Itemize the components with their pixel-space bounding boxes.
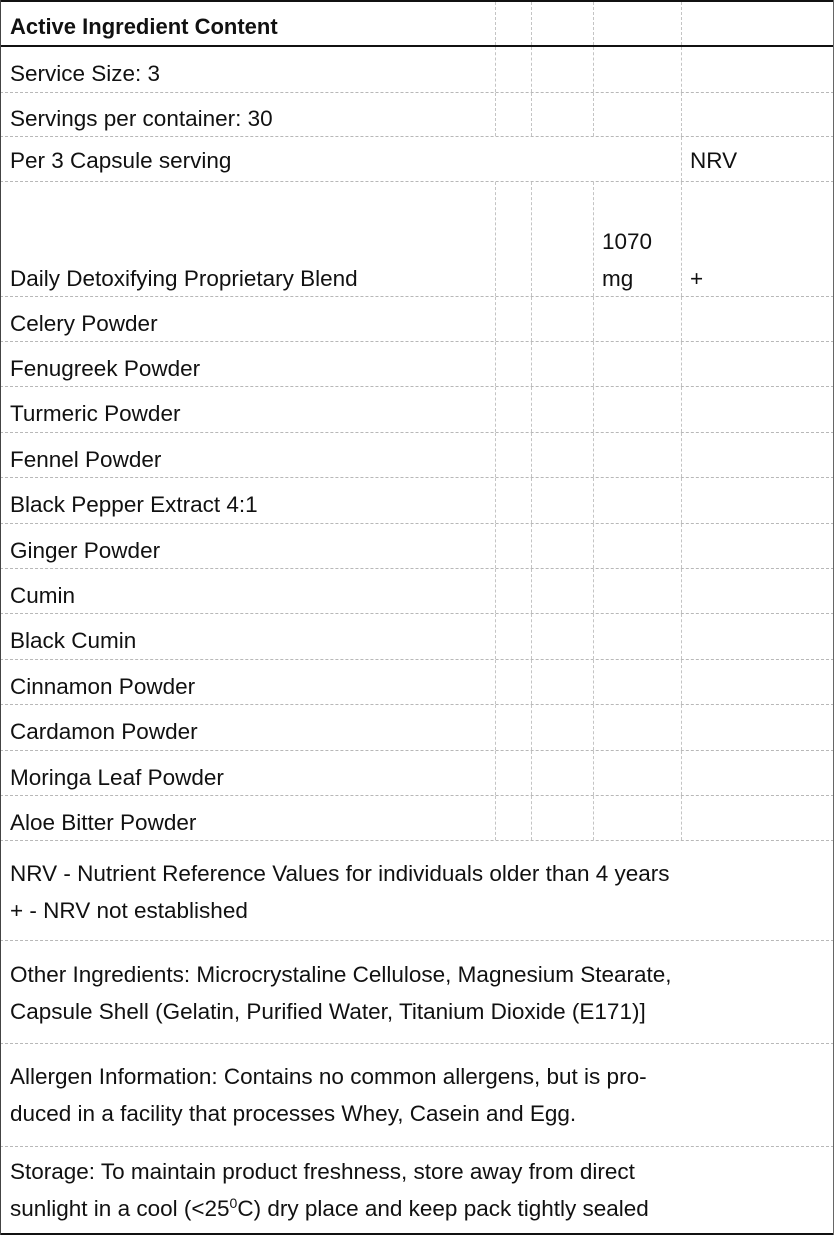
per-serving-text: Per 3 Capsule serving <box>10 148 232 173</box>
table-row <box>0 478 834 524</box>
storage-row <box>0 1147 834 1235</box>
nrv-note-not-established: + - NRV not established <box>10 898 248 923</box>
nrv-column-header: NRV <box>690 148 738 173</box>
table-row <box>0 751 834 796</box>
storage-text-part2: C) dry place and keep pack tightly sealed <box>237 1196 649 1221</box>
table-row <box>0 297 834 342</box>
service-size-row <box>0 47 834 93</box>
table-row <box>0 796 834 841</box>
allergen-text: Allergen Information: Contains no common allergens, but is pro- duced in a facility that processes Whey, Casein and Egg. <box>10 1064 647 1126</box>
ingredient-name: Ginger Powder <box>10 538 161 563</box>
table-row <box>0 342 834 387</box>
service-size-text: Service Size: 3 <box>10 61 161 86</box>
nrv-notes-row <box>0 841 834 941</box>
other-ingredients-row <box>0 941 834 1044</box>
ingredient-name: Black Cumin <box>10 628 137 653</box>
storage-text-part1: Storage: To maintain product freshness, store away from direct sunlight in a cool (<25 <box>10 1159 635 1221</box>
blend-nrv: + <box>690 266 704 291</box>
ingredient-name: Moringa Leaf Powder <box>10 765 224 790</box>
blend-amount-unit: mg <box>602 266 634 291</box>
ingredient-name: Cinnamon Powder <box>10 674 196 699</box>
table-title: Active Ingredient Content <box>10 14 278 39</box>
table-row <box>0 614 834 660</box>
degree-symbol: 0 <box>229 1195 238 1211</box>
table-left-border <box>0 0 1 1235</box>
table-row <box>0 660 834 705</box>
servings-row <box>0 93 834 137</box>
ingredient-name: Turmeric Powder <box>10 401 181 426</box>
blend-row <box>0 182 834 297</box>
ingredient-name: Cardamon Powder <box>10 719 198 744</box>
table-row <box>0 433 834 478</box>
allergen-row <box>0 1044 834 1147</box>
ingredient-name: Celery Powder <box>10 311 158 336</box>
ingredient-name: Aloe Bitter Powder <box>10 810 197 835</box>
table-row <box>0 387 834 433</box>
ingredient-name: Fennel Powder <box>10 447 162 472</box>
table-row <box>0 524 834 569</box>
table-row <box>0 569 834 614</box>
table-header-row <box>0 0 834 47</box>
ingredient-name: Cumin <box>10 583 76 608</box>
nrv-note-definition: NRV - Nutrient Reference Values for individuals older than 4 years <box>10 861 670 886</box>
blend-amount-value: 1070 <box>602 229 653 254</box>
table-row <box>0 705 834 751</box>
ingredient-name: Black Pepper Extract 4:1 <box>10 492 258 517</box>
storage-text <box>10 1153 826 1227</box>
other-ingredients-text: Other Ingredients: Microcrystaline Cellulose, Magnesium Stearate, Capsule Shell (Gelatin, Purified Water, Titanium Dioxide (E171)] <box>10 962 672 1024</box>
per-serving-row <box>0 137 834 182</box>
blend-name: Daily Detoxifying Proprietary Blend <box>10 266 358 291</box>
servings-text: Servings per container: 30 <box>10 106 273 131</box>
ingredient-name: Fenugreek Powder <box>10 356 201 381</box>
